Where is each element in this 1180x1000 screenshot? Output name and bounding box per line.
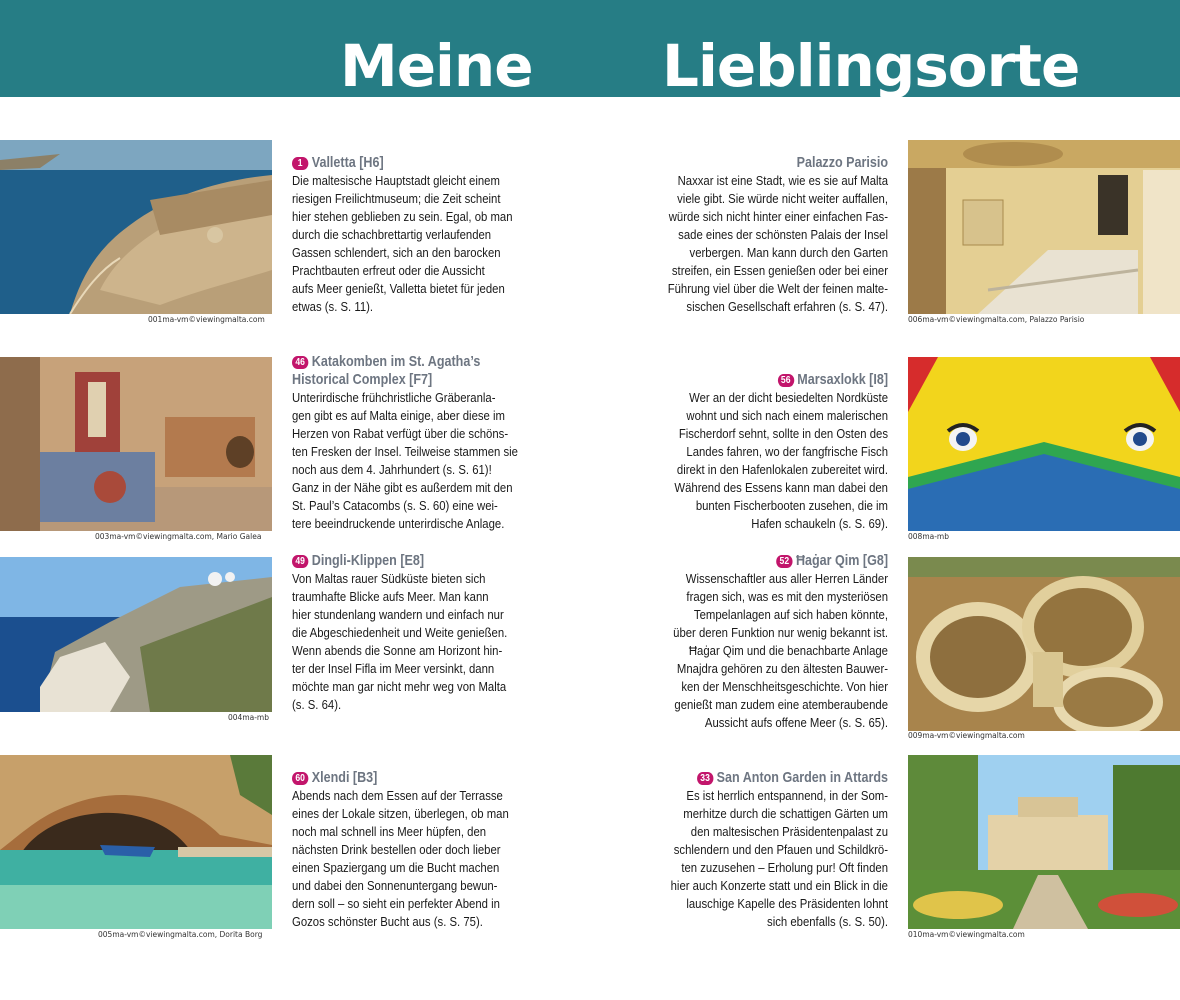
entry-title-text: San Anton Garden in Attards <box>716 770 888 786</box>
photo-credit: 006ma-vm©viewingmalta.com, Palazzo Parisio <box>908 315 1085 324</box>
entry-title-text: Valletta [H6] <box>311 155 384 171</box>
photo-credit: 008ma-mb <box>908 532 949 541</box>
entry-title <box>292 552 524 570</box>
entry-title-text: Palazzo Parisio <box>796 155 888 171</box>
photo-credit: 001ma-vm©viewingmalta.com <box>148 315 265 324</box>
photo-palazzo-parisio <box>908 140 1180 314</box>
entry-title <box>656 371 888 389</box>
entry-text: Abends nach dem Essen auf der Terrasse eines der Lokale sitzen, überlegen, ob man noch mal schnell ins Meer hüpfen, den nächsten Drink bestellen oder doch lieber einen Spaziergang um die Bucht machen und dabei den Sonnenuntergang bewun- dern soll – so sieht ein perfekter Abend in Gozos schönster Bucht aus (s. S. 75). <box>292 789 509 929</box>
entry-text: Die maltesische Hauptstadt gleicht einem riesigen Freilichtmuseum; die Zeit scheint hier stehen geblieben zu sein. Egal, ob man durch die schachbrettartig verlaufenden Gassen schlendert, sich an den barocken Prachtbauten erfreut oder die Aussicht aufs Meer genießt, Valletta bietet für jeden etwas (s. S. 11). <box>292 174 513 314</box>
entry-marsaxlokk <box>656 371 888 533</box>
entry-text: Naxxar ist eine Stadt, wie es sie auf Malta viele gibt. Sie würde nicht weiter auffallen, würde sich nicht hinter einer einfachen Fas- sade eines der schönsten Palais der Insel verbergen. Man kann durch den Garten streifen, ein Essen genießen oder bei einer Führung viel über die Welt der feinen malte- sischen Gesellschaft erfahren (s. S. 47). <box>667 174 888 314</box>
number-badge: 46 <box>292 356 308 369</box>
photo-credit: 010ma-vm©viewingmalta.com <box>908 930 1025 939</box>
entry-title-text: Ħaġar Qim [G8] <box>795 553 888 569</box>
entry-hagar-qim <box>656 552 888 732</box>
entry-text: Unterirdische frühchristliche Gräberanla- gen gibt es auf Malta einige, aber diese im Herzen von Rabat verfügt über die schöns- ten Fresken der Insel. Teilweise stammen sie noch aus dem 4. Jahrhundert (s. S. 61)! Ganz in der Nähe gibt es außerdem mit den St. Paul’s Catacombs (s. S. 60) eine wei- tere beeindruckende unterirdische Anlage. <box>292 391 518 531</box>
entry-title <box>292 154 524 172</box>
entry-palazzo-parisio <box>656 154 888 316</box>
photo-credit: 005ma-vm©viewingmalta.com, Dorita Borg <box>98 930 263 939</box>
entry-text: Wissenschaftler aus aller Herren Länder fragen sich, was es mit den mysteriösen Tempelanlagen auf sich haben könnte, über deren Funktion nur wenig bekannt ist. Ħaġar Qim und die benachbarte Anlage Mnajdra gehören zu den ältesten Bauwer- ken der Menschheitsgeschichte. Von hier genießt man zudem eine atemberaubende Aussicht aufs offene Meer (s. S. 65). <box>673 572 888 730</box>
photo-valletta <box>0 140 272 314</box>
entry-valletta <box>292 154 524 316</box>
photo-credit: 004ma-mb <box>228 713 269 722</box>
photo-marsaxlokk <box>908 357 1180 531</box>
number-badge: 60 <box>292 772 308 785</box>
entry-title <box>656 154 888 172</box>
page-title-right: Lieblingsorte <box>662 32 1080 100</box>
number-badge: 33 <box>697 772 713 785</box>
entry-title <box>292 769 524 787</box>
entry-title-text: Xlendi [B3] <box>311 770 378 786</box>
photo-hagar-qim <box>908 557 1180 731</box>
photo-san-anton-garden <box>908 755 1180 929</box>
entry-dingli-klippen <box>292 552 524 714</box>
entry-text: Von Maltas rauer Südküste bieten sich traumhafte Blicke aufs Meer. Man kann hier stundenlang wandern und einfach nur die Abgeschiedenheit und Weite genießen. Wenn abends die Sonne am Horizont hin- ter der Insel Fifla im Meer versinkt, dann möchte man gar nicht mehr weg von Malta (s. S. 64). <box>292 572 508 712</box>
photo-xlendi <box>0 755 272 929</box>
number-badge: 56 <box>778 374 794 387</box>
photo-dingli-klippen <box>0 557 272 712</box>
number-badge: 1 <box>292 157 308 170</box>
entry-title <box>656 769 888 787</box>
entry-katakomben <box>292 353 524 533</box>
photo-credit: 009ma-vm©viewingmalta.com <box>908 731 1025 740</box>
entry-san-anton-garden <box>656 769 888 931</box>
entry-xlendi <box>292 769 524 931</box>
page-title-left: Meine <box>340 32 533 100</box>
entry-title-text: Katakomben im St. Agatha’s Historical Complex [F7] <box>292 354 481 388</box>
photo-credit: 003ma-vm©viewingmalta.com, Mario Galea <box>95 532 262 541</box>
entry-text: Wer an der dicht besiedelten Nordküste wohnt und sich nach einem malerischen Fischerdorf sehnt, sollte in den Osten des Landes fahren, wo der fangfrische Fisch direkt in den Hafenlokalen zubereitet wird. Während des Essens kann man dabei den bunten Fischerbooten zusehen, die im Hafen schaukeln (s. S. 69). <box>674 391 888 531</box>
photo-katakomben <box>0 357 272 531</box>
entry-title <box>292 353 524 389</box>
number-badge: 49 <box>292 555 308 568</box>
entry-title-text: Marsaxlokk [I8] <box>797 372 888 388</box>
entry-title <box>656 552 888 570</box>
entry-title-text: Dingli-Klippen [E8] <box>311 553 425 569</box>
entry-text: Es ist herrlich entspannend, in der Som- merhitze durch die schattigen Gärten um den maltesischen Präsidentenpalast zu schlendern und den Pfauen und Schildkrö- ten zuzusehen – Erholung pur! Oft finden hier auch Konzerte statt und ein Blick in die lauschige Kapelle des Präsidenten lohnt sich ebenfalls (s. S. 50). <box>670 789 888 929</box>
number-badge: 52 <box>776 555 792 568</box>
